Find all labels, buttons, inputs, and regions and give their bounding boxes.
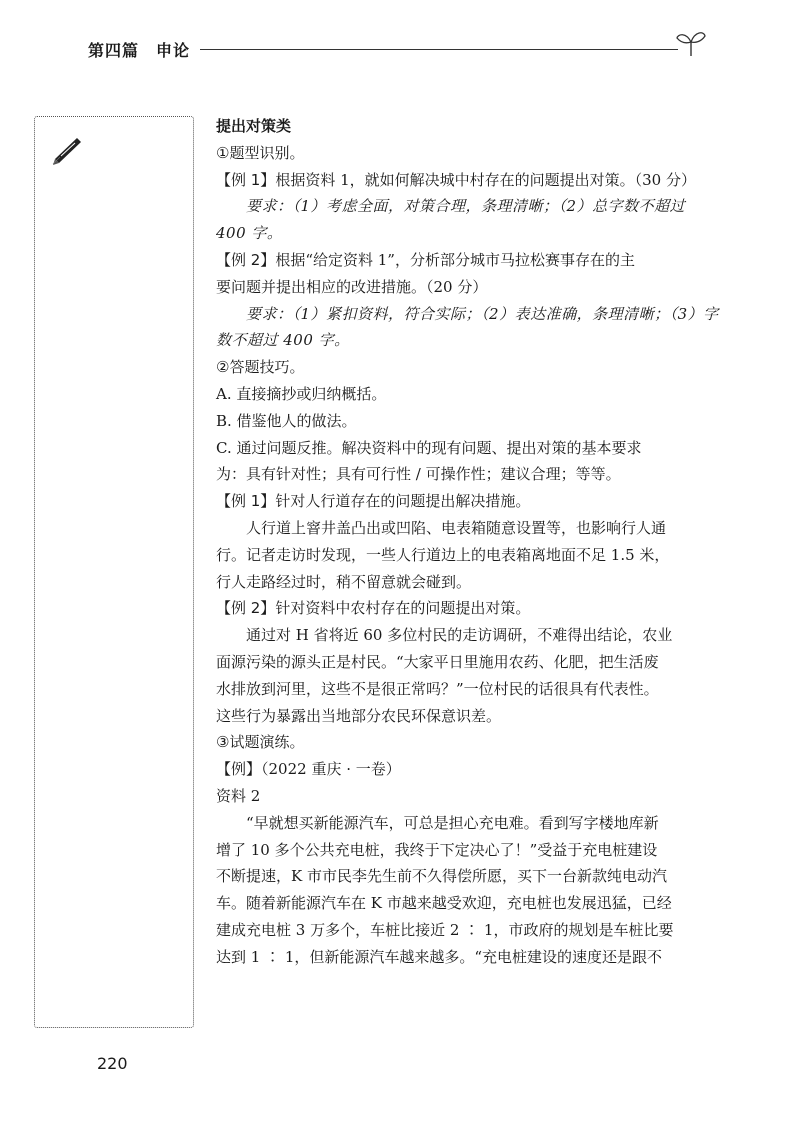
skill-item: C. 通过问题反推。解决资料中的现有问题、提出对策的基本要求: [216, 438, 642, 457]
example-paragraph: 面源污染的源头正是村民。“大家平日里施用农药、化肥，把生活废: [216, 652, 659, 671]
example-requirement: 要求：（1）紧扣资料，符合实际；（2）表达准确，条理清晰；（3）字: [246, 304, 719, 323]
example-text: 根据资料 1，就如何解决城中村存在的问题提出对策。（30 分）: [275, 170, 696, 189]
example-label: 【例 2】: [216, 599, 276, 618]
example-paragraph: 通过对 H 省将近 60 多位村民的走访调研，不难得出结论，农业: [246, 626, 673, 645]
example-paragraph: 行。记者走访时发现，一些人行道边上的电表箱离地面不足 1.5 米，: [216, 545, 670, 564]
skill-item: A. 直接摘抄或归纳概括。: [216, 384, 387, 403]
example-label: 【例 1】: [216, 170, 276, 189]
page-number: 220: [97, 1054, 128, 1073]
header-title: 第四篇 申论: [88, 41, 191, 60]
material-title: 资料 2: [216, 786, 261, 805]
subsection-type-identification: ①题型识别。: [216, 143, 305, 162]
material-paragraph: 增了 10 多个公共充电桩，我终于下定决心了！”受益于充电桩建设: [216, 840, 658, 859]
material-paragraph: 车。随着新能源汽车在 K 市越来越受欢迎，充电桩也发展迅猛，已经: [216, 894, 672, 913]
material-paragraph: 建成充电桩 3 万多个，车桩比接近 2 ∶ 1，市政府的规划是车桩比要: [216, 920, 674, 939]
main-content: [216, 113, 719, 971]
example-paragraph: 水排放到河里，这些不是很正常吗？”一位村民的话很具有代表性。: [216, 679, 659, 698]
material-paragraph: 达到 1 ∶ 1，但新能源汽车越来越多。“充电桩建设的速度还是跟不: [216, 947, 663, 966]
margin-note-box: [34, 116, 194, 1028]
subsection-practice: ③试题演练。: [216, 733, 305, 752]
running-header: [88, 34, 708, 64]
example-text: 要问题并提出相应的改进措施。（20 分）: [216, 277, 488, 296]
example-text: 针对资料中农村存在的问题提出对策。: [275, 599, 531, 618]
subsection-answer-skills: ②答题技巧。: [216, 358, 305, 377]
skill-item: 为：具有针对性；具有可行性 / 可操作性；建议合理；等等。: [216, 465, 621, 484]
example-paragraph: 这些行为暴露出当地部分农民环保意识差。: [216, 706, 502, 725]
example-label: 【例 1】: [216, 492, 276, 511]
example-requirement: 数不超过 400 字。: [216, 331, 350, 350]
example-paragraph: 行人走路经过时，稍不留意就会碰到。: [216, 572, 472, 591]
example-requirement: 要求：（1）考虑全面，对策合理，条理清晰；（2）总字数不超过: [246, 197, 686, 216]
example-label: 【例】: [216, 760, 262, 779]
section-title: 提出对策类: [216, 117, 292, 135]
example-text: 根据“给定资料 1”，分析部分城市马拉松赛事存在的主: [275, 250, 635, 269]
header-rule: [200, 49, 678, 50]
skill-item: B. 借鉴他人的做法。: [216, 411, 357, 430]
material-paragraph: “早就想买新能源汽车，可总是担心充电难。看到写字楼地库新: [246, 813, 659, 832]
example-label: 【例 2】: [216, 250, 276, 269]
example-paragraph: 人行道上窨井盖凸出或凹陷、电表箱随意设置等，也影响行人通: [246, 518, 667, 537]
pencil-icon: [51, 135, 85, 165]
example-source: （2022 重庆 · 一卷）: [261, 760, 401, 779]
leaf-sprout-icon: [674, 28, 708, 58]
material-paragraph: 不断提速，K 市市民李先生前不久得偿所愿，买下一台新款纯电动汽: [216, 867, 667, 886]
example-requirement: 400 字。: [216, 224, 283, 243]
example-text: 针对人行道存在的问题提出解决措施。: [275, 492, 531, 511]
